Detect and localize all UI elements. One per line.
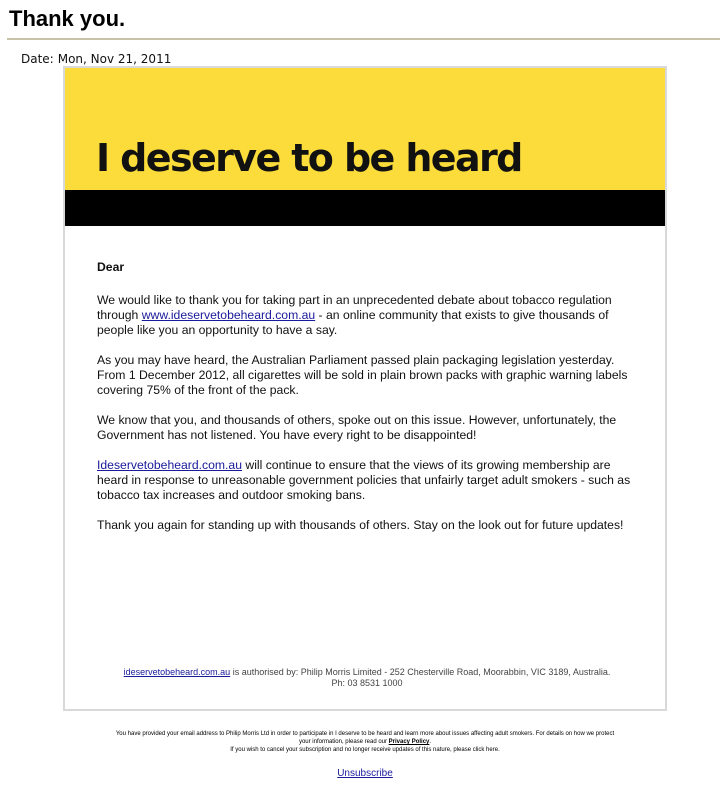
paragraph-legislation: As you may have heard, the Australian Parliament passed plain packaging legislation yesterday. From 1 December 2012, all cigarettes will be sold in plain brown packs with graphic warning labels covering 75% of the front of the pack.	[97, 353, 628, 397]
footer-phone: Ph: 03 8531 1000	[331, 678, 403, 688]
paragraph-government: We know that you, and thousands of others, spoke out on this issue. However, unfortunately, the Government has not listened. You have every right to be disappointed!	[97, 413, 617, 442]
privacy-policy-link[interactable]: Privacy Policy	[388, 739, 430, 745]
notice-line-2-text: your information, please read our	[298, 739, 389, 745]
unsubscribe-row	[0, 768, 720, 779]
paragraph-intro	[97, 293, 642, 338]
authorisation-text: is authorised by: Philip Morris Limited - 252 Chesterville Road, Moorabbin, VIC 3189, Australia.	[230, 667, 611, 677]
notice-line-3: If you wish to cancel your subscription and no longer receive updates of this nature, please click here.	[230, 747, 500, 753]
unsubscribe-link[interactable]: Unsubscribe	[337, 768, 393, 779]
banner-headline: I deserve to be heard	[96, 136, 522, 180]
website-link[interactable]: www.ideservetobeheard.com.au	[141, 308, 316, 322]
letter-content	[97, 260, 642, 548]
notice-line-1: You have provided your email address to Philip Morris Ltd in order to participate in I deserve to be heard and learn more about issues affecting adult smokers. For details on how we protect	[115, 731, 615, 737]
email-body	[63, 66, 667, 711]
page-title: Thank you.	[9, 6, 126, 31]
title-divider	[7, 38, 720, 40]
salutation: Dear	[97, 260, 125, 274]
banner	[65, 68, 665, 190]
footer-website-link[interactable]: ideservetobeheard.com.au	[123, 667, 231, 677]
paragraph-intro-text-2: - an online community that exists to give thousands of people like you an opportunity to have a say.	[97, 308, 609, 337]
paragraph-membership	[97, 458, 642, 503]
banner-black-bar	[65, 190, 665, 226]
website-link-2[interactable]: Ideservetobeheard.com.au	[97, 458, 242, 472]
paragraph-intro-text-1: We would like to thank you for taking part in an unprecedented debate about tobacco regulation through	[97, 293, 612, 322]
notice-line-2-end: .	[429, 739, 432, 745]
notice-line-2	[40, 738, 690, 746]
card-footer	[85, 667, 649, 689]
authorisation-line	[85, 667, 649, 678]
paragraph-membership-text: will continue to ensure that the views of its growing membership are heard in response to unreasonable government policies that unfairly target adult smokers - such as tobacco tax increases and outdoor smoking bans.	[97, 458, 631, 502]
paragraph-thanks: Thank you again for standing up with thousands of others. Stay on the look out for future updates!	[97, 518, 624, 532]
privacy-notice	[40, 730, 690, 754]
date-line	[21, 52, 171, 66]
date-label: Date:	[21, 52, 54, 66]
date-value: Mon, Nov 21, 2011	[57, 52, 172, 66]
